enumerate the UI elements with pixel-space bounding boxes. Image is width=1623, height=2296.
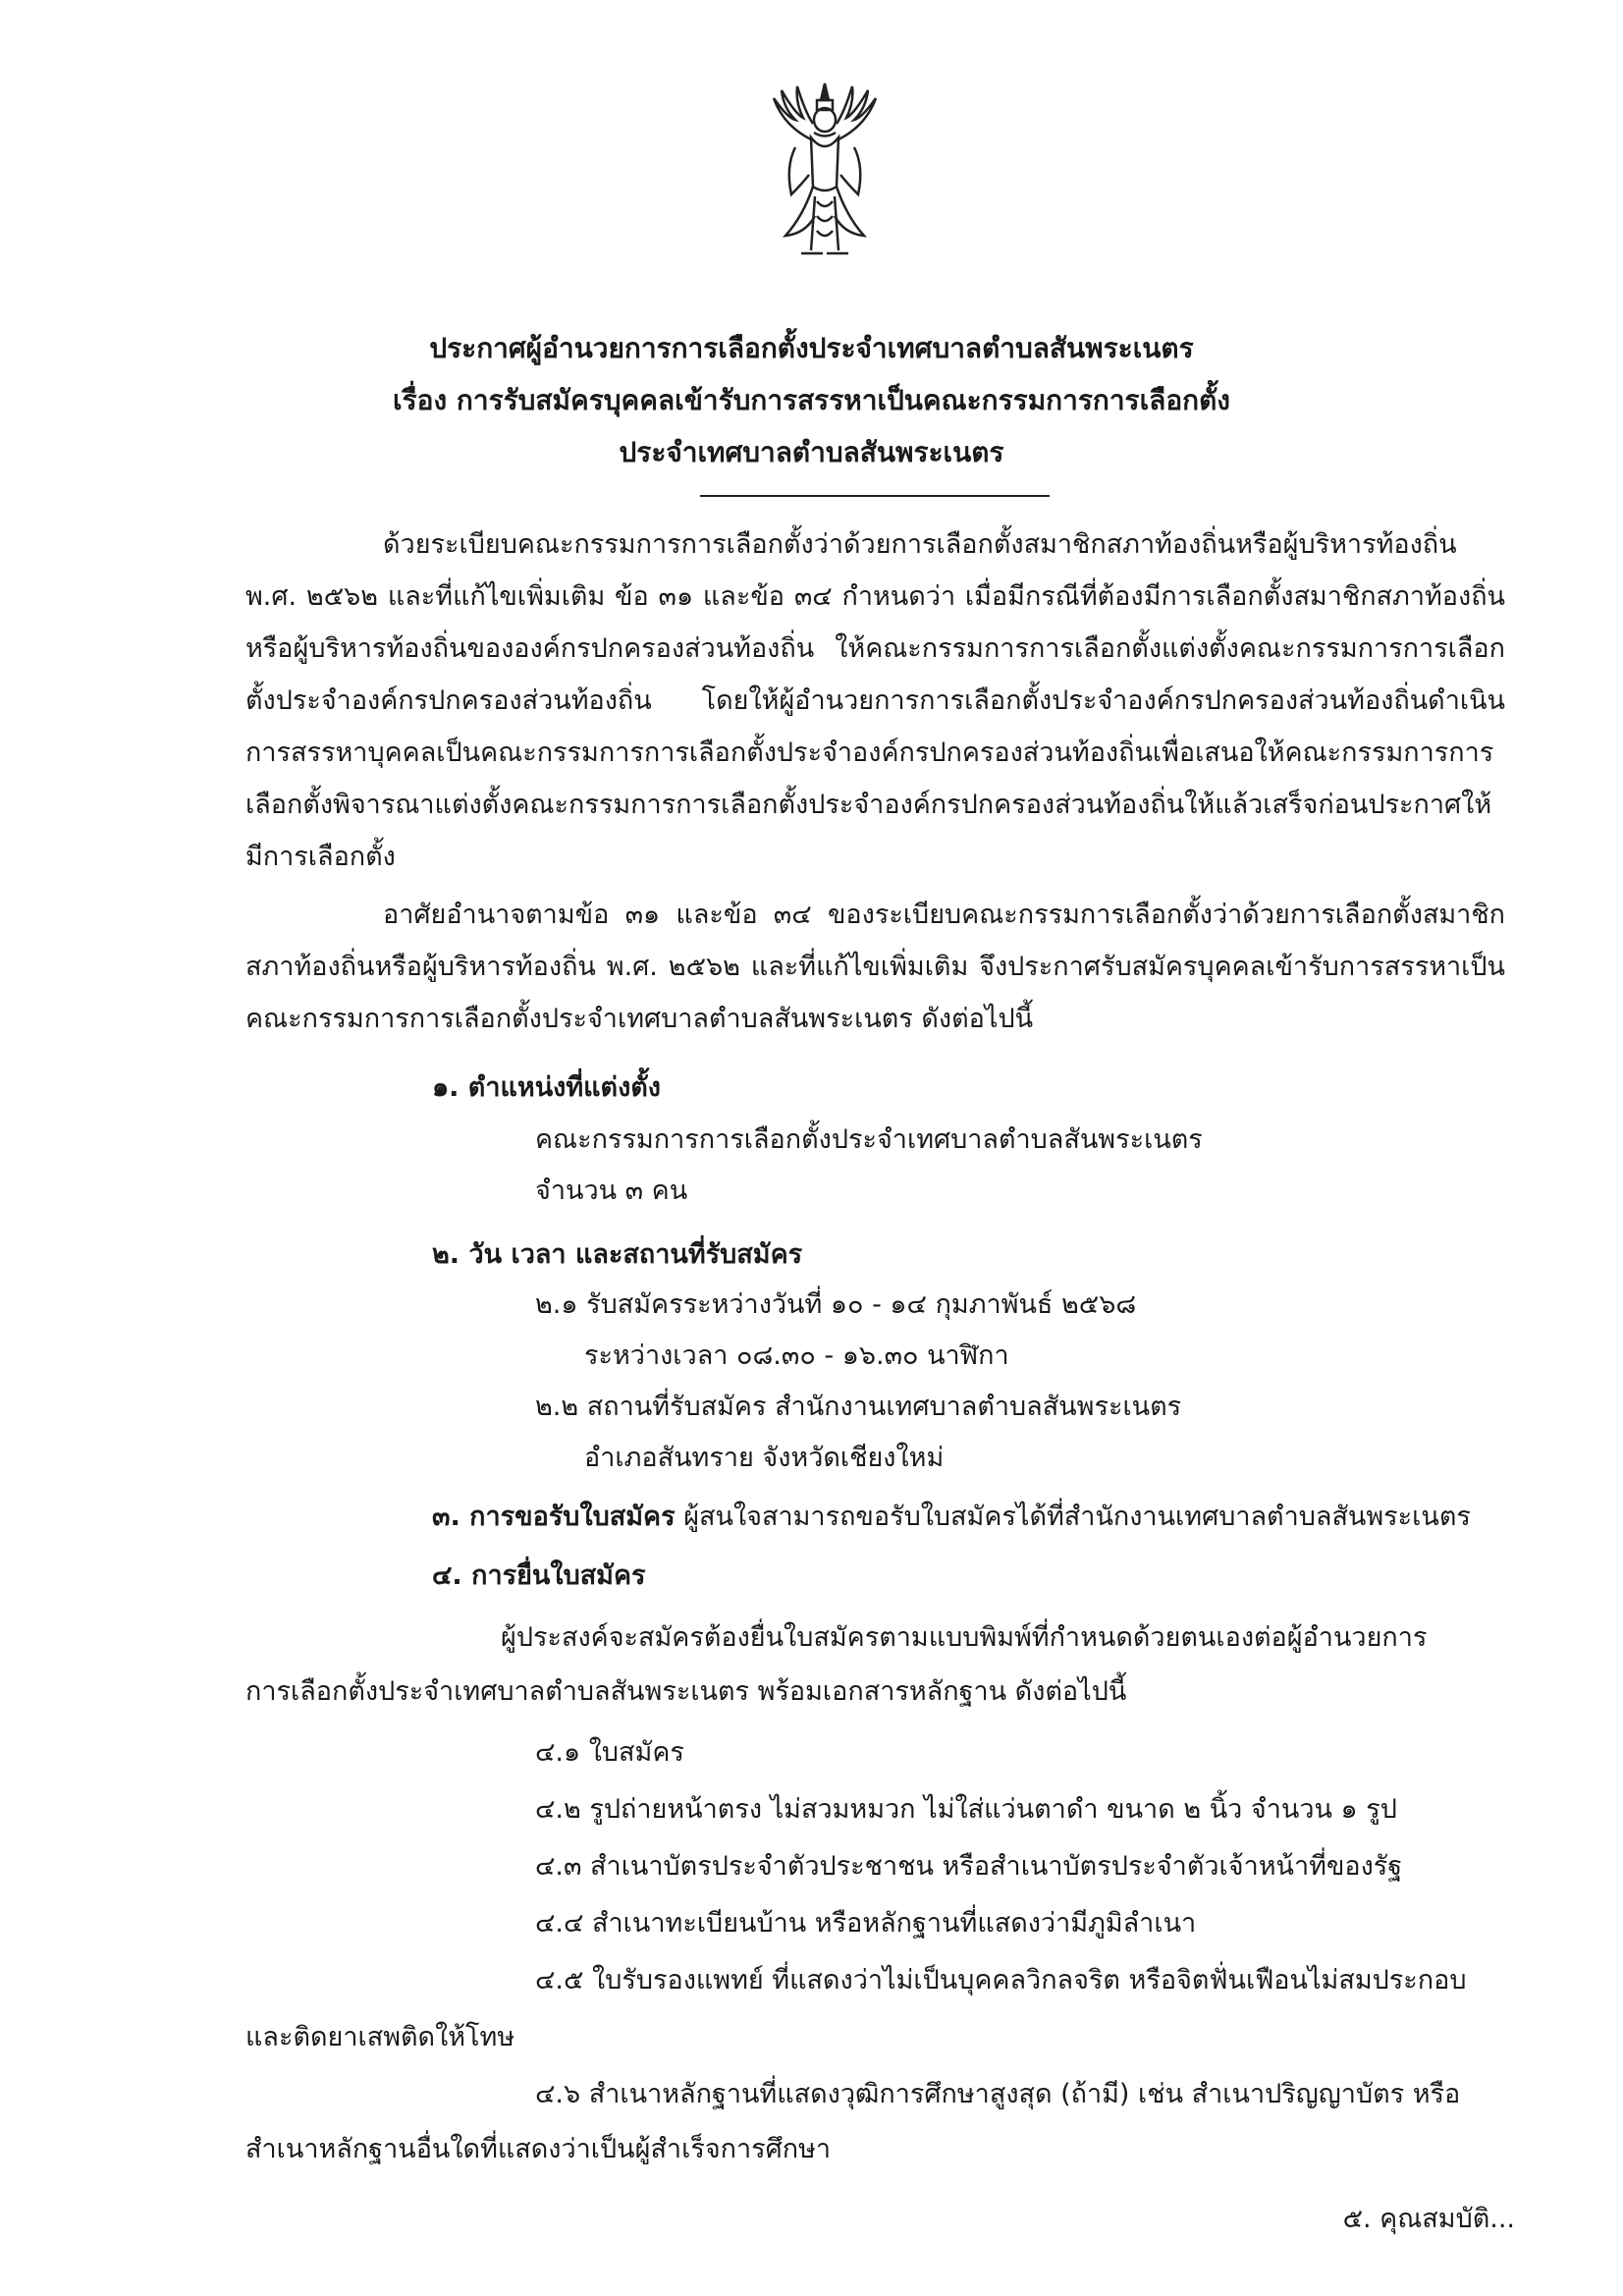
section-4-item-1: ๔.๑ ใบสมัคร <box>535 1737 684 1768</box>
section-4-intro-line-2: การเลือกตั้งประจำเทศบาลตำบลสันพระเนตร พร้อมเอกสารหลักฐาน ดังต่อไปนี้ <box>245 1676 1127 1707</box>
section-4-item-3: ๔.๓ สำเนาบัตรประจำตัวประชาชน หรือสำเนาบัตรประจำตัวเจ้าหน้าที่ของรัฐ <box>535 1851 1403 1882</box>
section-1-heading: ๑. ตำแหน่งที่แต่งตั้ง <box>432 1072 661 1103</box>
section-4-item-4: ๔.๔ สำเนาทะเบียนบ้าน หรือหลักฐานที่แสดงว่ามีภูมิลำเนา <box>535 1908 1197 1939</box>
section-2-2-place: ๒.๒ สถานที่รับสมัคร สำนักงานเทศบาลตำบลสันพระเนตร <box>535 1392 1182 1422</box>
section-4-heading: ๔. การยื่นใบสมัคร <box>432 1560 646 1591</box>
section-4-item-6-continued: สำเนาหลักฐานอื่นใดที่แสดงว่าเป็นผู้สำเร็จการศึกษา <box>245 2134 832 2164</box>
section-3 <box>432 1495 1471 1537</box>
notice-title: ประกาศผู้อำนวยการการเลือกตั้งประจำเทศบาลตำบลสันพระเนตร <box>429 332 1194 364</box>
section-1-count: จำนวน ๓ คน <box>535 1175 688 1206</box>
intro-paragraph: ด้วยระเบียบคณะกรรมการการเลือกตั้งว่าด้วยการเลือกตั้งสมาชิกสภาท้องถิ่นหรือผู้บริหารท้องถิ่น พ.ศ. ๒๕๖๒ และที่แก้ไขเพิ่มเติม ข้อ ๓๑ และข้อ ๓๔ กำหนดว่า เมื่อมีกรณีที่ต้องมีการเลือกตั้งสมาชิกสภาท้องถิ่นหรือผู้บริหารท้องถิ่นขององค์กรปกครองส่วนท้องถิ่น ให้คณะกรรมการการเลือกตั้งแต่งตั้งคณะกรรมการการเลือกตั้งประจำองค์กรปกครองส่วนท้องถิ่น โดยให้ผู้อำนวยการการเลือกตั้งประจำองค์กรปกครองส่วนท้องถิ่นดำเนินการสรรหาบุคคลเป็นคณะกรรมการการเลือกตั้งประจำองค์กรปกครองส่วนท้องถิ่นเพื่อเสนอให้คณะกรรมการการเลือกตั้งพิจารณาแต่งตั้งคณะกรรมการการเลือกตั้งประจำองค์กรปกครองส่วนท้องถิ่นให้แล้วเสร็จก่อนประกาศให้มีการเลือกตั้ง <box>245 529 1505 872</box>
section-1-position: คณะกรรมการการเลือกตั้งประจำเทศบาลตำบลสันพระเนตร <box>535 1124 1203 1155</box>
section-4-item-5: ๔.๕ ใบรับรองแพทย์ ที่แสดงว่าไม่เป็นบุคคลวิกลจริต หรือจิตฟั่นเฟือนไม่สมประกอบ <box>535 1965 1467 1995</box>
section-2-heading: ๒. วัน เวลา และสถานที่รับสมัคร <box>432 1239 803 1270</box>
section-3-heading: ๓. การขอรับใบสมัคร <box>432 1502 676 1532</box>
section-2-2-address: อำเภอสันทราย จังหวัดเชียงใหม่ <box>584 1443 945 1473</box>
section-4-item-2: ๔.๒ รูปถ่ายหน้าตรง ไม่สวมหมวก ไม่ใส่แว่นตาดำ ขนาด ๒ นิ้ว จำนวน ๑ รูป <box>535 1794 1397 1825</box>
title-divider <box>700 495 1050 497</box>
section-2-1-time: ระหว่างเวลา ๐๘.๓๐ - ๑๖.๓๐ นาฬิกา <box>584 1340 1009 1371</box>
section-2-1-date: ๒.๑ รับสมัครระหว่างวันที่ ๑๐ - ๑๔ กุมภาพันธ์ ๒๕๖๘ <box>535 1289 1137 1320</box>
garuda-emblem-icon <box>766 79 884 270</box>
section-4-item-6: ๔.๖ สำเนาหลักฐานที่แสดงวุฒิการศึกษาสูงสุด (ถ้ามี) เช่น สำเนาปริญญาบัตร หรือ <box>535 2079 1461 2109</box>
section-3-text: ผู้สนใจสามารถขอรับใบสมัครได้ที่สำนักงานเทศบาลตำบลสันพระเนตร <box>683 1502 1471 1532</box>
section-4-intro-line-1: ผู้ประสงค์จะสมัครต้องยื่นใบสมัครตามแบบพิมพ์ที่กำหนดด้วยตนเองต่อผู้อำนวยการ <box>501 1622 1428 1653</box>
authority-paragraph: อาศัยอำนาจตามข้อ ๓๑ และข้อ ๓๔ ของระเบียบคณะกรรมการเลือกตั้งว่าด้วยการเลือกตั้งสมาชิกสภาท้องถิ่นหรือผู้บริหารท้องถิ่น พ.ศ. ๒๕๖๒ และที่แก้ไขเพิ่มเติม จึงประกาศรับสมัครบุคคลเข้ารับการสรรหาเป็นคณะกรรมการการเลือกตั้งประจำเทศบาลตำบลสันพระเนตร ดังต่อไปนี้ <box>245 900 1505 1034</box>
continued-next-page: ๕. คุณสมบัติ... <box>1342 2204 1515 2234</box>
notice-subject: เรื่อง การรับสมัครบุคคลเข้ารับการสรรหาเป็นคณะกรรมการการเลือกตั้ง <box>393 384 1230 416</box>
notice-subject-continued: ประจำเทศบาลตำบลสันพระเนตร <box>619 436 1004 468</box>
section-4-item-5-continued: และติดยาเสพติดให้โทษ <box>245 2022 515 2052</box>
